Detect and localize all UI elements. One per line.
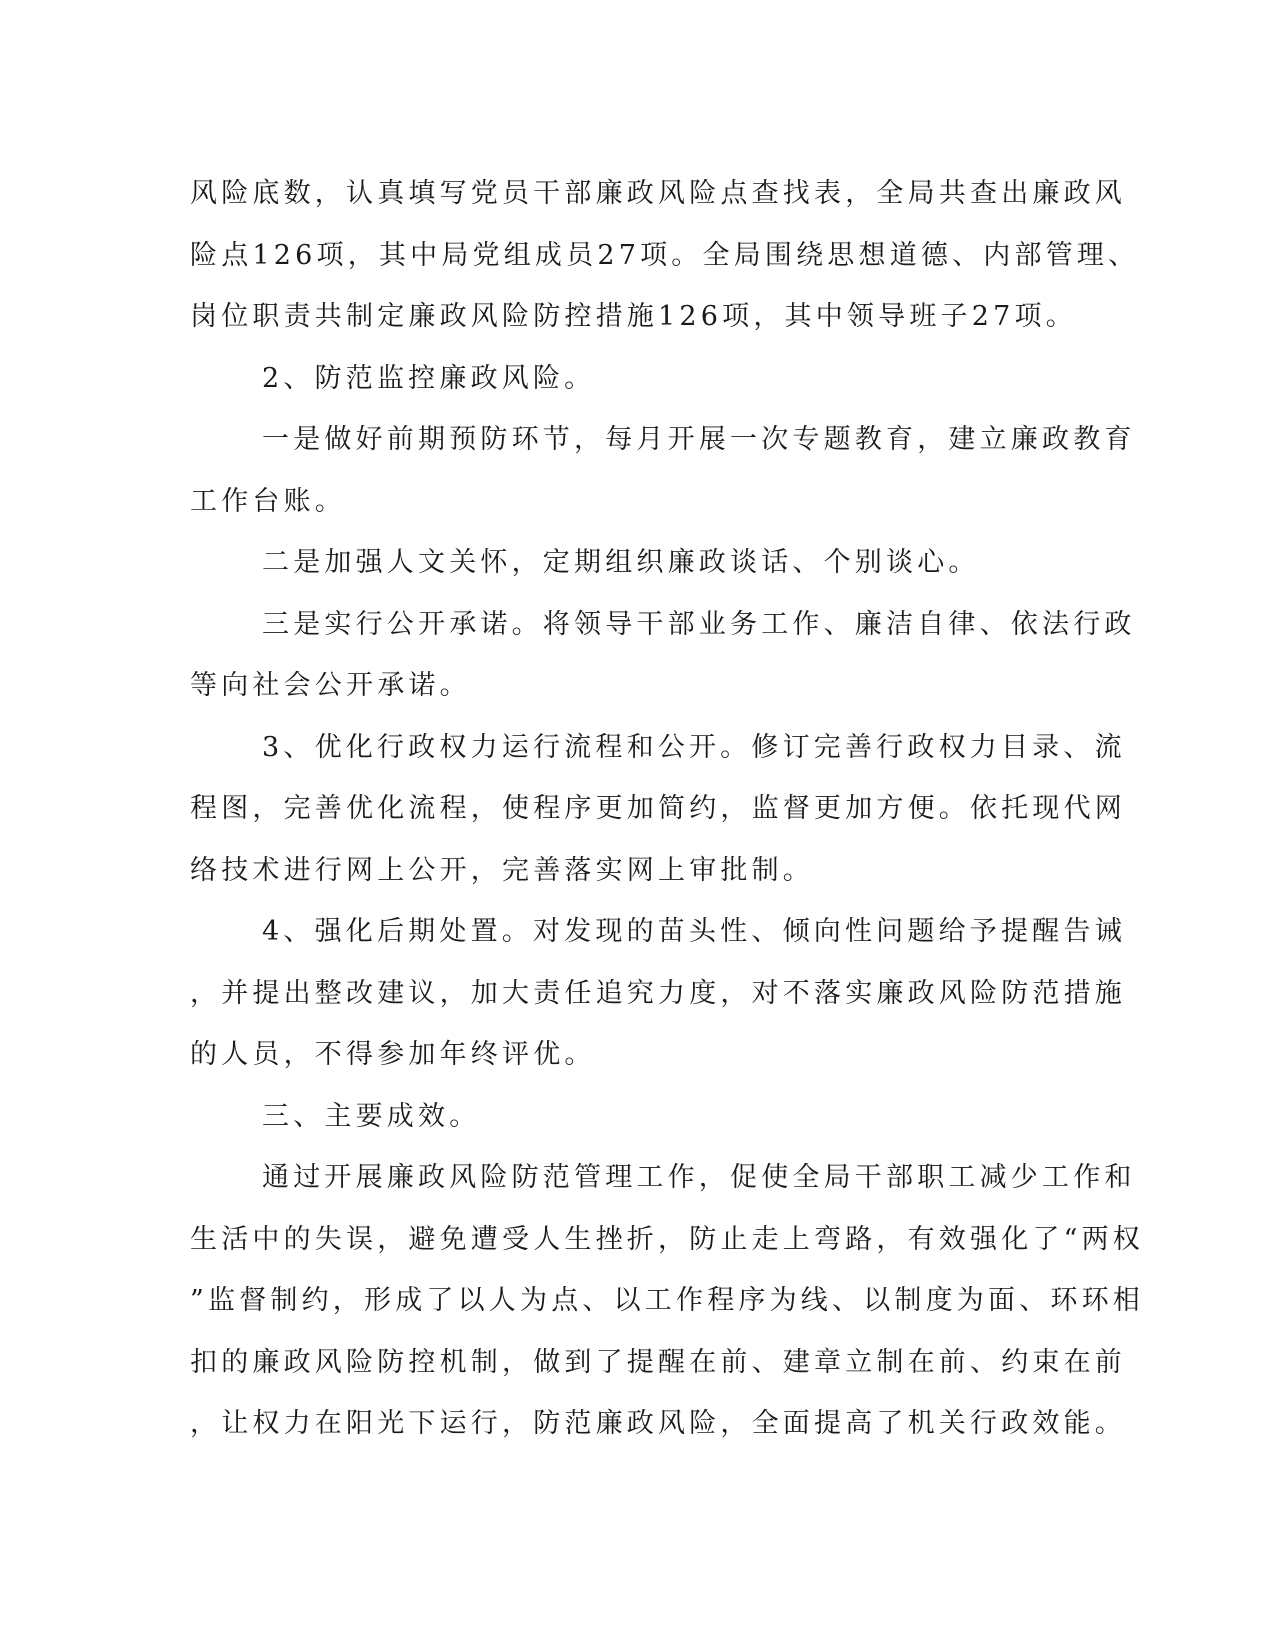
text-line: 岗位职责共制定廉政风险防控措施126项，其中领导班子27项。 [190, 301, 1077, 332]
text-line: 二是加强人文关怀，定期组织廉政谈话、个别谈心。 [262, 547, 980, 578]
text-line: 通过开展廉政风险防范管理工作，促使全局干部职工减少工作和 [262, 1162, 1136, 1193]
text-line: 一是做好前期预防环节，每月开展一次专题教育，建立廉政教育 [262, 424, 1136, 455]
text-line: 3、优化行政权力运行流程和公开。修订完善行政权力目录、流 [262, 731, 1126, 763]
text-line: 扣的廉政风险防控机制，做到了提醒在前、建章立制在前、约束在前 [190, 1346, 1126, 1378]
text-line: 生活中的失误，避免遭受人生挫折，防止走上弯路，有效强化了“两权 [190, 1223, 1145, 1255]
section-heading: 2、防范监控廉政风险。 [262, 362, 596, 394]
text-line: 工作台账。 [190, 485, 346, 517]
text-line: 等向社会公开承诺。 [190, 670, 471, 701]
text-line: ，让权力在阳光下运行，防范廉政风险，全面提高了机关行政效能。 [190, 1408, 1126, 1439]
text-line: 三是实行公开承诺。将领导干部业务工作、廉洁自律、依法行政 [262, 608, 1136, 640]
text-line: 风险底数，认真填写党员干部廉政风险点查找表，全局共查出廉政风 [190, 178, 1126, 209]
text-line: 程图，完善优化流程，使程序更加简约，监督更加方便。依托现代网 [190, 793, 1126, 824]
text-line: 险点126项，其中局党组成员27项。全局围绕思想道德、内部管理、 [190, 239, 1140, 271]
text-line: 4、强化后期处置。对发现的苗头性、倾向性问题给予提醒告诫 [262, 916, 1126, 947]
text-line: ，并提出整改建议，加大责任追究力度，对不落实廉政风险防范措施 [190, 977, 1126, 1009]
text-line: ”监督制约，形成了以人为点、以工作程序为线、以制度为面、环环相 [190, 1285, 1145, 1316]
text-line: 络技术进行网上公开，完善落实网上审批制。 [190, 854, 814, 886]
text-line: 的人员，不得参加年终评优。 [190, 1039, 596, 1070]
section-heading: 三、主要成效。 [262, 1100, 481, 1132]
document-body [190, 163, 1145, 1455]
